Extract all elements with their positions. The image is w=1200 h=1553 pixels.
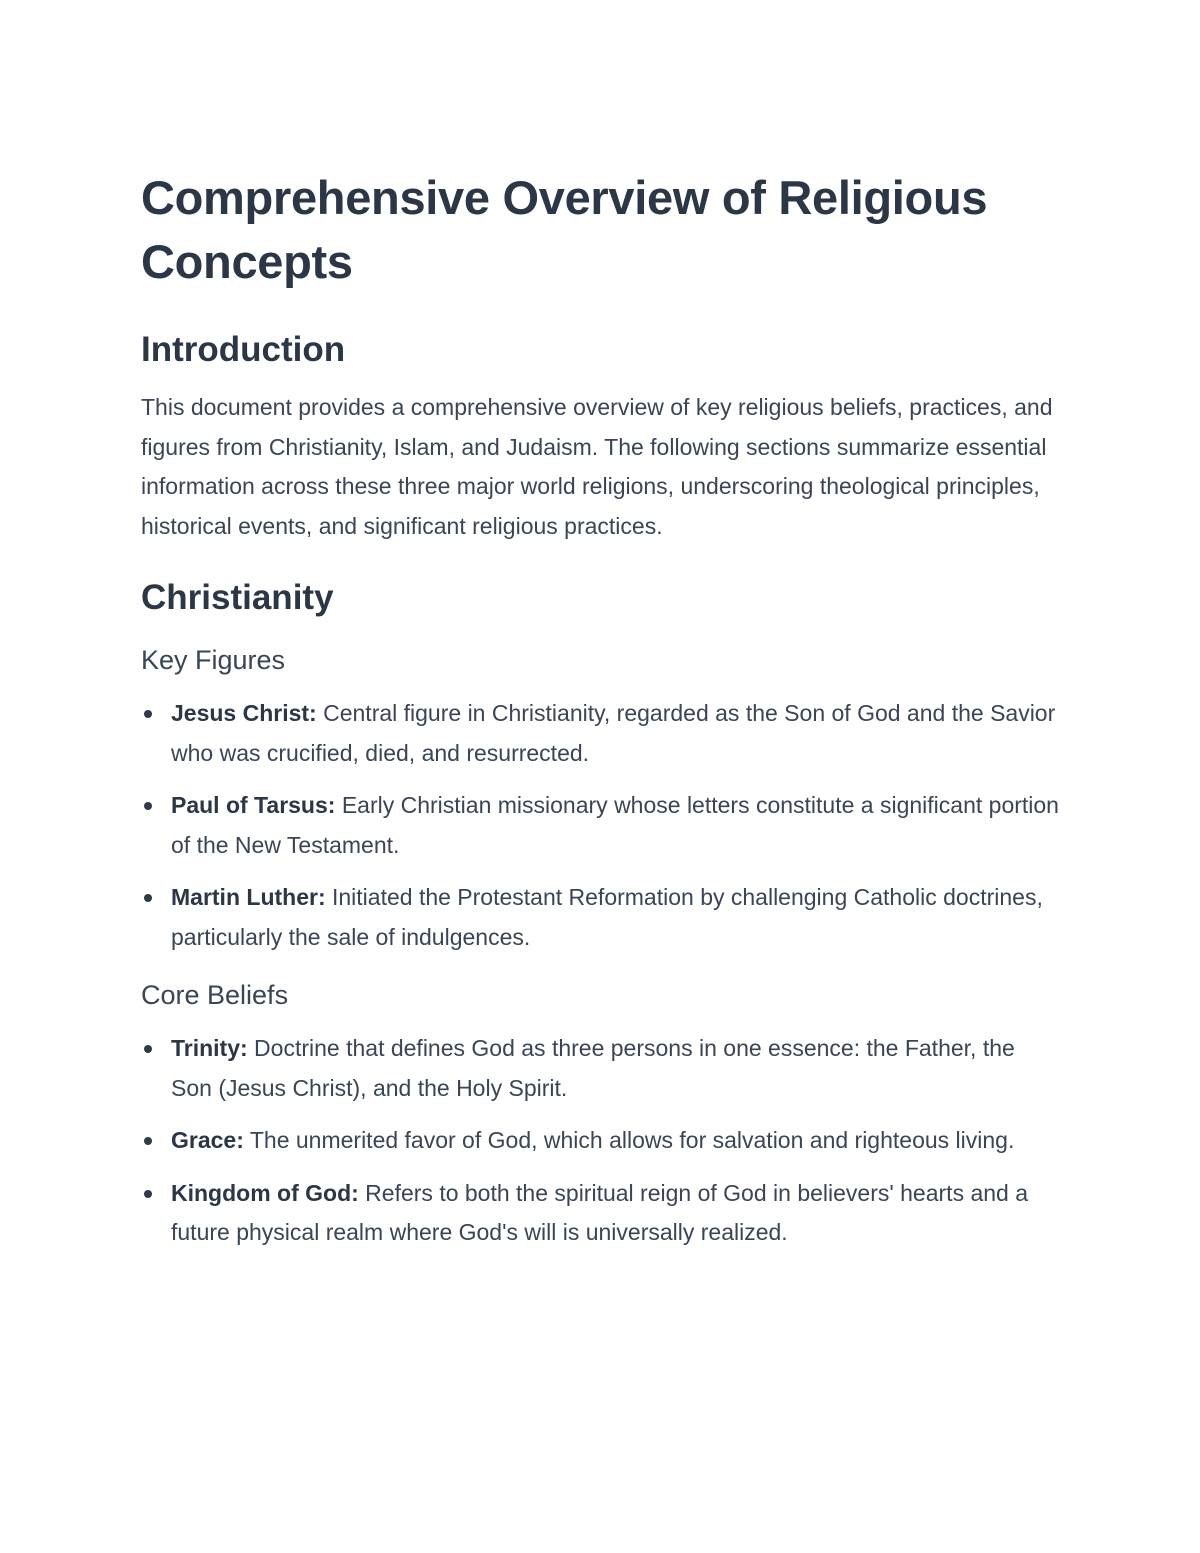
- bullet-icon: [144, 1190, 152, 1198]
- bullet-icon: [144, 1045, 152, 1053]
- list-item-term: Kingdom of God:: [171, 1179, 359, 1206]
- introduction-paragraph: This document provides a comprehensive overview of key religious beliefs, practices, and figures from Christianity, Islam, and Judaism. The following sections summarize essential information across these three major world religions, underscoring theological principles, historical events, and significant religious practices.: [141, 394, 1053, 539]
- list-item-term: Grace:: [171, 1127, 244, 1153]
- list-item: [141, 694, 1061, 773]
- list-item-text: Initiated the Protestant Reformation by challenging Catholic doctrines, particularly the sale of indulgences.: [171, 884, 1043, 950]
- list-item-text: Early Christian missionary whose letters constitute a significant portion of the New Testament.: [171, 792, 1059, 858]
- list-item: [141, 878, 1061, 957]
- list-item-text: The unmerited favor of God, which allows for salvation and righteous living.: [243, 1127, 1015, 1153]
- key-figures-list: [141, 694, 1061, 957]
- list-item-term: Paul of Tarsus:: [171, 792, 336, 818]
- bullet-icon: [144, 1137, 152, 1145]
- bullet-icon: [144, 802, 152, 810]
- list-item: [141, 786, 1061, 865]
- list-item: [141, 1121, 1061, 1161]
- list-item-term: Jesus Christ:: [171, 700, 317, 726]
- core-beliefs-list: [141, 1029, 1061, 1253]
- list-item: [141, 1029, 1061, 1108]
- list-item-text: Doctrine that defines God as three persons in one essence: the Father, the Son (Jesus Christ), and the Holy Spirit.: [171, 1035, 1015, 1101]
- section-heading-christianity: Christianity: [141, 578, 334, 617]
- list-item-text: Central figure in Christianity, regarded as the Son of God and the Savior who was crucified, died, and resurrected.: [171, 700, 1056, 766]
- list-item-text: Refers to both the spiritual reign of God in believers' hearts and a future physical realm where God's will is universally realized.: [171, 1179, 1029, 1245]
- section-heading-introduction: Introduction: [141, 330, 346, 369]
- list-item: [141, 1174, 1061, 1253]
- list-item-term: Martin Luther:: [171, 884, 326, 910]
- list-item-term: Trinity:: [171, 1035, 248, 1061]
- subheading-key-figures: Key Figures: [141, 645, 286, 675]
- bullet-icon: [144, 710, 152, 718]
- bullet-icon: [144, 894, 152, 902]
- document-page: [141, 166, 1061, 1253]
- document-title: Comprehensive Overview of Religious Concepts: [141, 171, 988, 288]
- subheading-core-beliefs: Core Beliefs: [141, 980, 289, 1010]
